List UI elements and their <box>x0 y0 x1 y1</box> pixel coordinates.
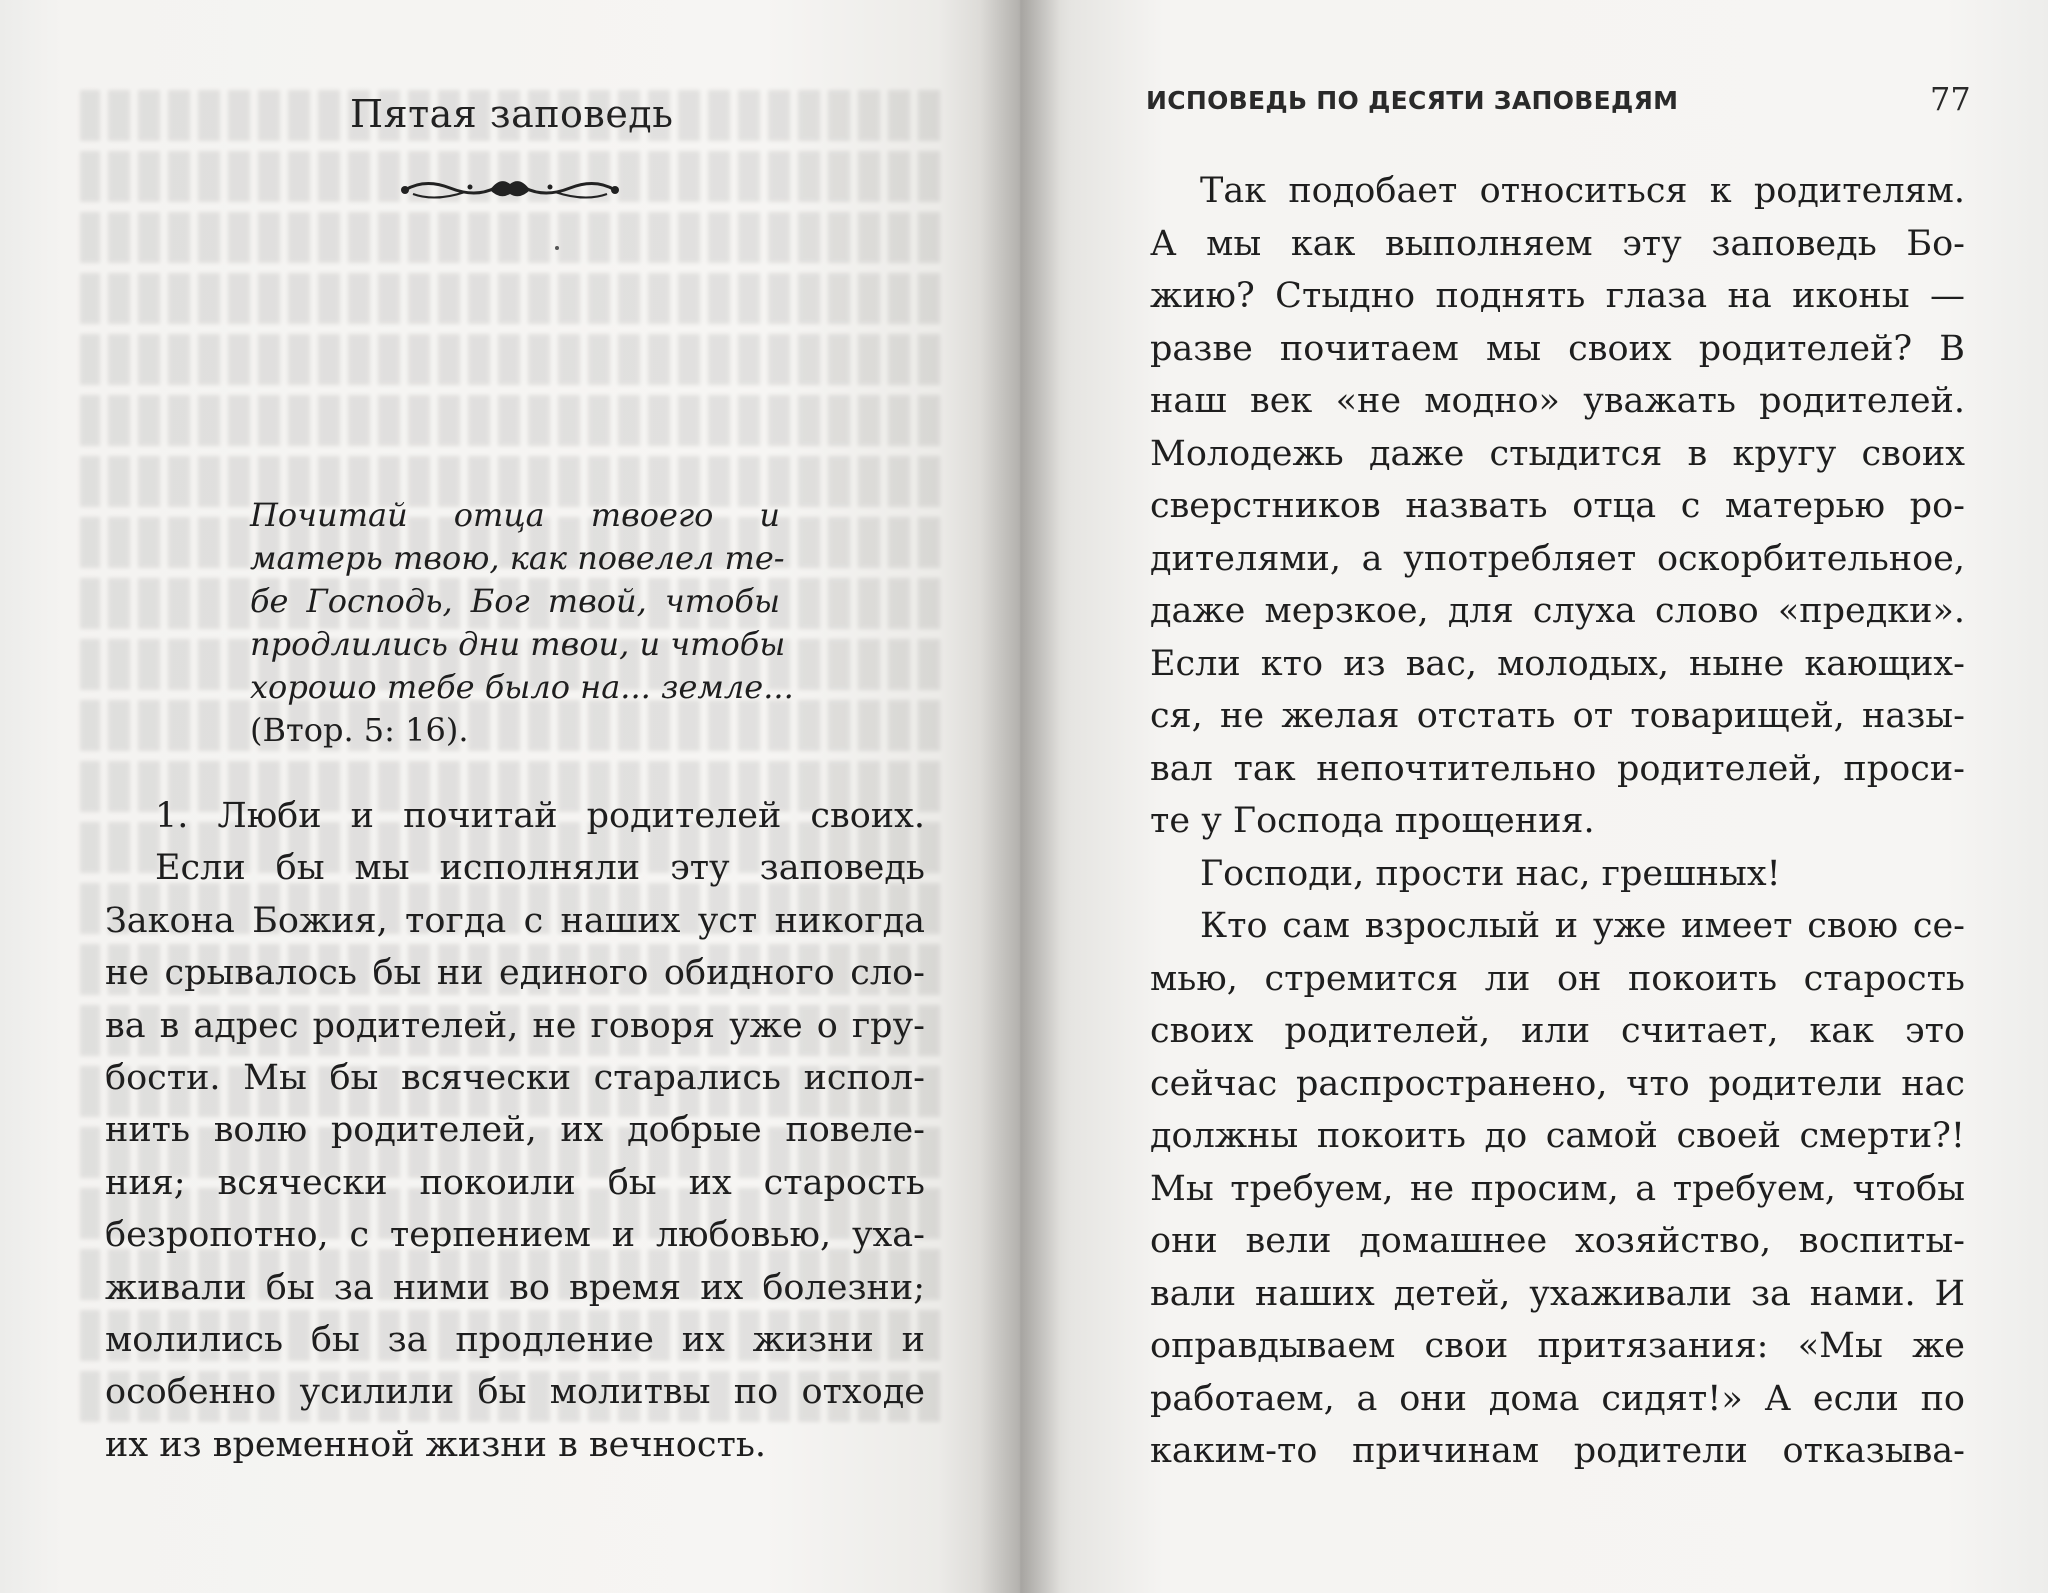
text-line: Мы требуем, не просим, а требуем, чтобы <box>1150 1168 1965 1209</box>
text-line: Если бы мы исполняли эту заповедь <box>155 848 925 889</box>
text-line: должны покоить до самой своей смерти?! <box>1150 1116 1965 1156</box>
epigraph-line: хорошо тебе было на... земле... <box>250 668 794 706</box>
text-line: наш век «не модно» уважать родителей. <box>1150 381 1965 421</box>
text-line: не срывалось бы ни единого обидного сло- <box>105 953 925 994</box>
text-line: их из временной жизни в вечность. <box>105 1424 767 1465</box>
epigraph-line: бе Господь, Бог твой, чтобы <box>250 582 780 620</box>
text-line: А мы как выполняем эту заповедь Бо- <box>1150 223 1965 264</box>
text-line: нить волю родителей, их добрые повеле- <box>105 1110 925 1151</box>
left-page <box>0 0 1020 1593</box>
text-line: 1. Люби и почитай родителей своих. <box>155 796 925 836</box>
text-line: ния; всячески покоили бы их старость <box>105 1162 925 1203</box>
text-line: молились бы за продление их жизни и <box>105 1320 925 1361</box>
text-line: Если кто из вас, молодых, ныне кающих- <box>1150 643 1965 684</box>
running-head: ИСПОВЕДЬ ПО ДЕСЯТИ ЗАПОВЕДЯМ <box>1146 86 1679 115</box>
text-line: вал так непочтительно родителей, проси- <box>1150 748 1965 789</box>
epigraph-line: матерь твою, как повелел те- <box>250 539 785 577</box>
text-line: те у Господа прощения. <box>1150 801 1595 841</box>
text-line: сверстников назвать отца с матерью ро- <box>1150 486 1965 526</box>
text-line: сейчас распространено, что родители нас <box>1150 1063 1965 1104</box>
text-line: Закона Божия, тогда с наших уст никогда <box>105 900 925 941</box>
text-line: ся, не желая отстать от товарищей, назы- <box>1150 696 1965 736</box>
text-line: разве почитаем мы своих родителей? В <box>1150 328 1965 369</box>
text-line: Кто сам взрослый и уже имеет свою се- <box>1200 906 1965 946</box>
text-line: дителями, а употребляет оскорбительное, <box>1150 538 1965 579</box>
text-line: вали наших детей, ухаживали за нами. И <box>1150 1273 1965 1314</box>
text-line: живали бы за ними во время их болезни; <box>105 1267 925 1308</box>
text-line: Так подобает относиться к родителям. <box>1200 171 1965 211</box>
text-line: безропотно, с терпением и любовью, уха- <box>105 1215 925 1256</box>
text-line: особенно усилили бы молитвы по отходе <box>105 1372 925 1413</box>
epigraph <box>250 494 794 752</box>
text-line: они вели домашнее хозяйство, воспиты- <box>1150 1221 1965 1261</box>
ornament-divider-icon <box>395 170 625 210</box>
text-line: каким-то причинам родители отказыва- <box>1150 1431 1965 1471</box>
text-line: жию? Стыдно поднять глаза на иконы — <box>1150 276 1965 316</box>
text-line: Господи, прости нас, грешных! <box>1200 853 1781 894</box>
text-line: бости. Мы бы всячески старались испол- <box>105 1058 925 1099</box>
chapter-title: Пятая заповедь <box>350 92 674 136</box>
epigraph-line: продлились дни твои, и чтобы <box>250 625 786 663</box>
text-line: работаем, а они дома сидят!» А если по <box>1150 1378 1965 1419</box>
epigraph-line: Почитай отца твоего и <box>250 496 780 534</box>
right-body-text <box>1150 165 1965 1478</box>
epigraph-reference: (Втор. 5: 16). <box>250 711 469 749</box>
text-line: ва в адрес родителей, не говоря уже о гру- <box>105 1005 925 1046</box>
text-line: даже мерзкое, для слуха слово «предки». <box>1150 591 1965 631</box>
text-line: Молодежь даже стыдится в кругу своих <box>1150 433 1965 474</box>
page-number: 77 <box>1930 80 1971 118</box>
printing-dot <box>555 246 559 250</box>
left-body-text <box>105 790 925 1471</box>
text-line: оправдываем свои притязания: «Мы же <box>1150 1326 1965 1366</box>
text-line: своих родителей, или считает, как это <box>1150 1011 1965 1051</box>
text-line: мью, стремится ли он покоить старость <box>1150 958 1965 999</box>
